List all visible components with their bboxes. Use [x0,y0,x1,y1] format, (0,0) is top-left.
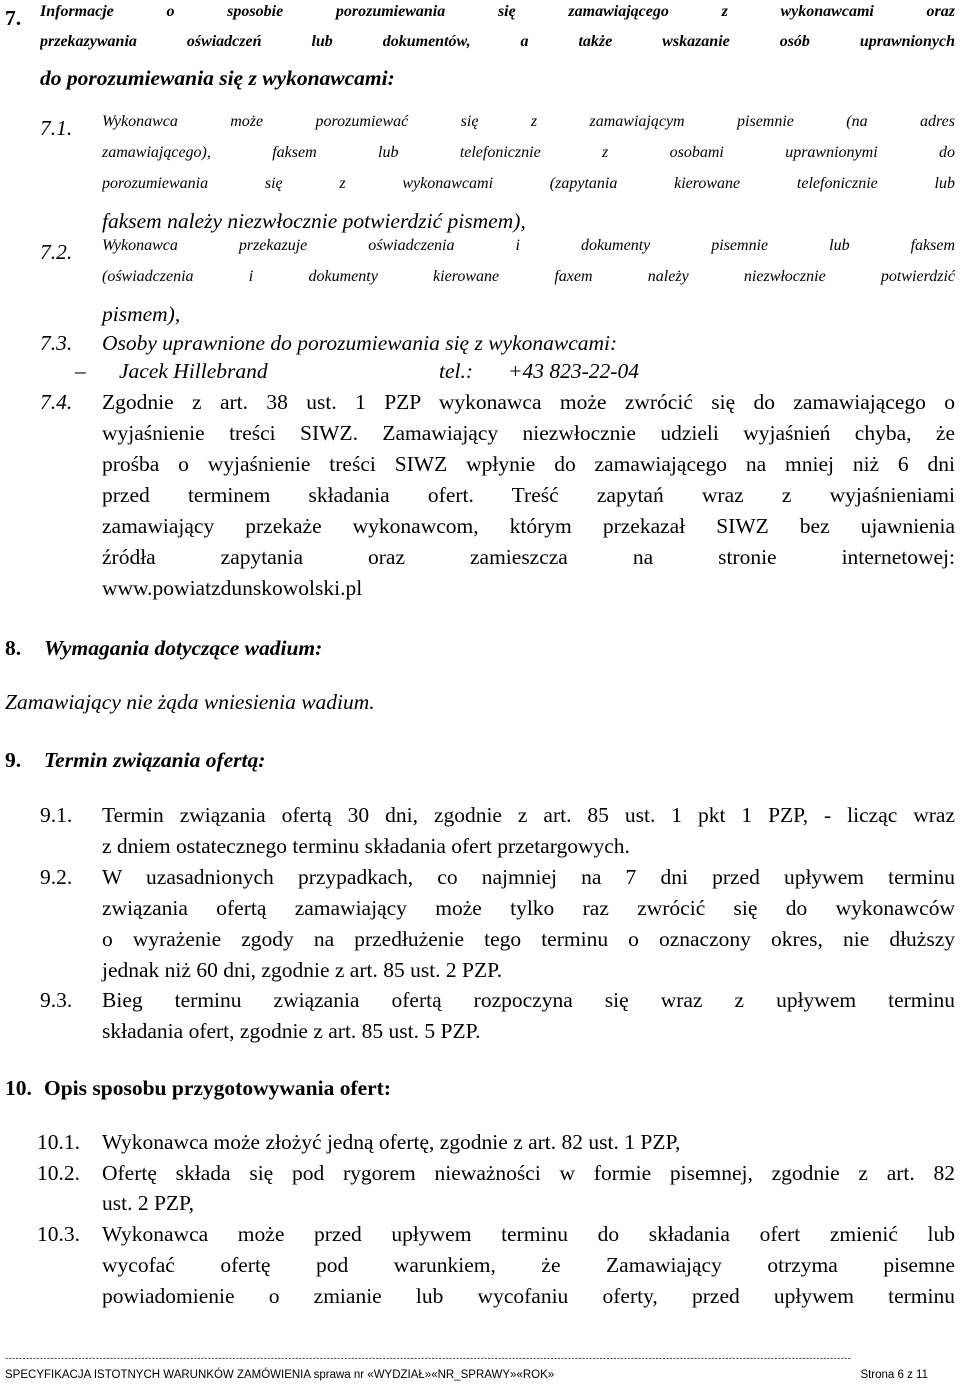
section-title-line: do porozumiewania się z wykonawcami: [40,66,395,90]
paragraph-line: jednak niż 60 dni, zgodnie z art. 85 ust. 2 PZP. [102,958,503,982]
contact-dash: – [75,359,86,383]
paragraph-line: o wyrażenie zgody na przedłużenie tego terminu o oznaczony okres, nie dłuższy [102,927,955,951]
section-number: 9. [5,748,22,772]
paragraph-number: 7.1. [40,116,73,140]
section-number: 7. [5,6,22,30]
contact-tel: +43 823-22-04 [508,359,639,383]
paragraph-line: Zgodnie z art. 38 ust. 1 PZP wykonawca może zwrócić się do zamawiającego o [102,390,955,414]
paragraph-line: przed terminem składania ofert. Treść zapytań wraz z wyjaśnieniami [102,483,955,507]
paragraph-line: Ofertę składa się pod rygorem nieważności w formie pisemnej, zgodnie z art. 82 [102,1161,955,1185]
paragraph-line: wyjaśnienie treści SIWZ. Zamawiający niezwłocznie udzieli wyjaśnień chyba, że [102,421,955,445]
paragraph-number: 7.3. [40,331,73,355]
footer-separator: -------------------------------------------------------------------------------------------------------------------------------------------------------------------------------------------------------------------------------------------------- [5,1353,852,1363]
paragraph-number: 10.2. [37,1161,80,1185]
paragraph-number: 7.4. [40,390,73,414]
paragraph-line: związania ofertą zamawiający może tylko raz zwrócić się do wykonawców [102,896,955,920]
paragraph-line: faksem należy niezwłocznie potwierdzić pismem), [102,209,526,233]
paragraph-line: Wykonawca może przed upływem terminu do składania ofert zmienić lub [102,1222,955,1246]
contact-tel-label: tel.: [439,359,474,383]
page-number: Strona 6 z 11 [860,1369,928,1381]
paragraph-number: 9.3. [40,988,73,1012]
paragraph-line: z dniem ostatecznego terminu składania ofert przetargowych. [102,834,630,858]
contact-name: Jacek Hillebrand [119,359,268,383]
section-text: Zamawiający nie żąda wniesienia wadium. [5,690,375,714]
paragraph-line: Bieg terminu związania ofertą rozpoczyna się wraz z upływem terminu [102,988,955,1012]
section-title-line: przekazywania oświadczeń lub dokumentów, a także wskazanie osób uprawnionych [40,33,955,50]
section-title: Opis sposobu przygotowywania ofert: [44,1076,392,1100]
paragraph-line: powiadomienie o zmianie lub wycofaniu oferty, przed upływem terminu [102,1284,955,1308]
section-number: 10. [5,1076,32,1100]
paragraph-number: 9.2. [40,865,73,889]
paragraph-line: W uzasadnionych przypadkach, co najmniej na 7 dni przed upływem terminu [102,865,955,889]
paragraph-number: 9.1. [40,803,73,827]
paragraph-line: składania ofert, zgodnie z art. 85 ust. 5 PZP. [102,1019,481,1043]
paragraph-line: źródła zapytania oraz zamieszcza na stronie internetowej: [102,545,955,569]
footer-title: SPECYFIKACJA ISTOTNYCH WARUNKÓW ZAMÓWIENIA sprawa nr «WYDZIAŁ»«NR_SPRAWY»«ROK» [5,1369,555,1381]
paragraph-number: 7.2. [40,240,73,264]
paragraph-line: Osoby uprawnione do porozumiewania się z wykonawcami: [102,331,618,355]
website-url: www.powiatzdunskowolski.pl [102,576,363,600]
paragraph-line: zamawiającego), faksem lub telefonicznie z osobami uprawnionymi do [102,144,955,161]
paragraph-line: (oświadczenia i dokumenty kierowane faxem należy niezwłocznie potwierdzić [102,268,955,285]
paragraph-line: prośba o wyjaśnienie treści SIWZ wpłynie do zamawiającego na mniej niż 6 dni [102,452,955,476]
paragraph-number: 10.1. [37,1130,80,1154]
paragraph-line: Wykonawca może złożyć jedną ofertę, zgodnie z art. 82 ust. 1 PZP, [102,1130,681,1154]
section-title-line: Informacje o sposobie porozumiewania się zamawiającego z wykonawcami oraz [40,3,955,20]
paragraph-line: pismem), [102,302,181,326]
section-title: Wymagania dotyczące wadium: [44,636,323,660]
paragraph-line: wycofać ofertę pod warunkiem, że Zamawiający otrzyma pisemne [102,1253,955,1277]
section-title: Termin związania ofertą: [44,748,266,772]
paragraph-line: Termin związania ofertą 30 dni, zgodnie z art. 85 ust. 1 pkt 1 PZP, - licząc wraz [102,803,955,827]
paragraph-line: Wykonawca przekazuje oświadczenia i dokumenty pisemnie lub faksem [102,237,955,254]
paragraph-number: 10.3. [37,1222,80,1246]
section-number: 8. [5,636,22,660]
paragraph-line: Wykonawca może porozumiewać się z zamawiającym pisemnie (na adres [102,113,955,130]
paragraph-line: ust. 2 PZP, [102,1191,195,1215]
paragraph-line: zamawiający przekaże wykonawcom, którym przekazał SIWZ bez ujawnienia [102,514,955,538]
paragraph-line: porozumiewania się z wykonawcami (zapytania kierowane telefonicznie lub [102,175,955,192]
